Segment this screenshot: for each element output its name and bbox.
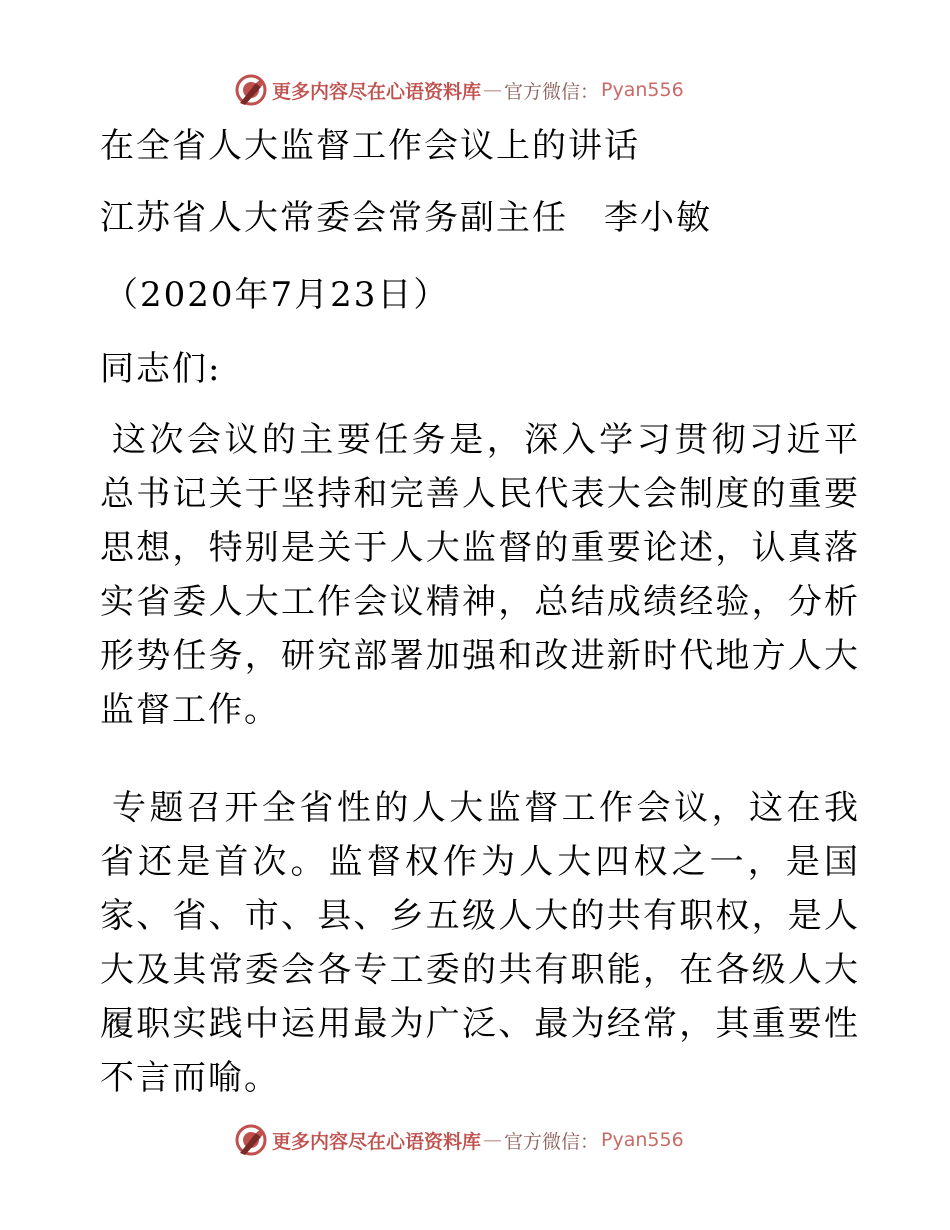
document-author: 江苏省人大常委会常务副主任 李小敏 bbox=[100, 198, 712, 238]
banner-wechat-label: 官方微信： bbox=[504, 1130, 600, 1153]
banner-dash: — bbox=[483, 1129, 503, 1151]
writing-hand-logo-icon bbox=[234, 73, 268, 107]
banner-main-text: 更多内容尽在心语资料库 bbox=[272, 1130, 482, 1153]
footer-watermark-banner bbox=[234, 1122, 734, 1158]
banner-wechat-id: Pyan556 bbox=[601, 79, 684, 101]
banner-main-text: 更多内容尽在心语资料库 bbox=[272, 80, 482, 103]
header-watermark-banner bbox=[234, 72, 734, 108]
paragraph-1: 这次会议的主要任务是，深入学习贯彻习近平总书记关于坚持和完善人民代表大会制度的重要思想，特别是关于人大监督的重要论述，认真落实省委人大工作会议精神，总结成绩经验，分析形势任务，研究部署加强和改进新时代地方人大监督工作。 bbox=[100, 420, 860, 730]
banner-wechat-id: Pyan556 bbox=[601, 1129, 684, 1151]
banner-wechat-label: 官方微信： bbox=[504, 80, 600, 103]
banner-dash: — bbox=[483, 79, 503, 101]
paragraph-2: 专题召开全省性的人大监督工作会议，这在我省还是首次。监督权作为人大四权之一，是国家、省、市、县、乡五级人大的共有职权，是人大及其常委会各专工委的共有职能，在各级人大履职实践中运用最为广泛、最为经常，其重要性不言而喻。 bbox=[100, 788, 860, 1098]
writing-hand-logo-icon bbox=[234, 1123, 268, 1157]
document-date: （2020年7月23日） bbox=[104, 275, 450, 315]
salutation: 同志们: bbox=[100, 349, 222, 389]
document-title: 在全省人大监督工作会议上的讲话 bbox=[100, 126, 640, 166]
